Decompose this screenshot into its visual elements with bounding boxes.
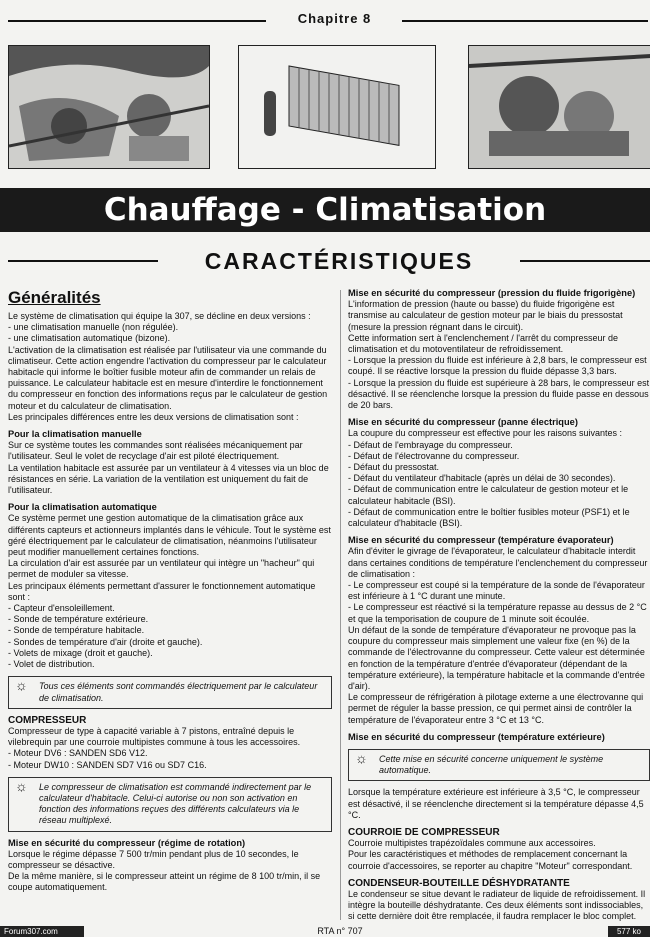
paragraph: Cette information sert à l'enclenchement / l'arrêt du compresseur de climatisation et du motoventilateur de refroidissement.: [348, 332, 619, 355]
pression-heading: Mise en sécurité du compresseur (pression du fluide frigorigène): [348, 288, 636, 298]
list-item: - Le compresseur est réactivé si la température repasse au dessus de 2 °C et que la temporisation de coupure de 1 minute soit écoulée.: [348, 602, 647, 624]
list-item: - Sondes de température d'air (droite et gauche).: [8, 636, 203, 647]
list-item: - Sonde de température habitacle.: [8, 625, 145, 636]
paragraph: Afin d'éviter le givrage de l'évaporateur, le calculateur d'habitacle interdit dans certaines conditions de température l'enclenchement du compresseur de climatisation :: [348, 546, 648, 579]
condenseur-heading: CONDENSEUR-BOUTEILLE DÉSHYDRATANTE: [348, 877, 570, 889]
column-divider: [340, 290, 341, 920]
sun-icon: ☼: [355, 749, 368, 766]
list-item: - Volets de mixage (droit et gauche).: [8, 647, 153, 658]
note-text: Tous ces éléments sont commandés électriquement par le calculateur de climatisation.: [39, 681, 318, 703]
courroie-heading: COURROIE DE COMPRESSEUR: [348, 826, 500, 838]
list-item: - Défaut du ventilateur d'habitacle (après un délai de 30 secondes).: [348, 473, 616, 484]
paragraph: - une climatisation automatique (bizone).: [8, 333, 171, 344]
note-box: [348, 749, 650, 781]
ext-heading: Mise en sécurité du compresseur (température extérieure): [348, 731, 605, 742]
list-item: - Défaut de communication entre le calculateur de gestion moteur et le calculateur habitacle (BSI).: [348, 484, 629, 506]
list-item: - Moteur DV6 : SANDEN SD6 V12.: [8, 748, 148, 759]
page-title: Chauffage - Climatisation: [103, 192, 547, 228]
note-box: [8, 777, 332, 832]
paragraph: Compresseur de type à capacité variable à 7 pistons, entraîné depuis le vilebrequin par une courroie multipistes commune à tous les accessoires.: [8, 725, 301, 748]
compresseur-heading: COMPRESSEUR: [8, 714, 87, 726]
paragraph: Le condenseur se situe devant le radiateur de liquide de refroidissement. Il intègre la bouteille déshydratante. Ces deux éléments sont indissociables, si cette dernière doit être remplacée, il faudra remplacer le bloc complet.: [348, 888, 646, 922]
footer-size: 577 ko: [608, 926, 650, 937]
list-item: - Le compresseur est coupé si la température de la sonde de l'évaporateur est inférieure à 1 °C durant une minute.: [348, 580, 645, 602]
paragraph: L'information de pression (haute ou basse) du fluide frigorigène est transmise au calculateur de gestion moteur par le biais du pressostat (mesure la pression régnant dans le circuit).: [348, 299, 623, 332]
paragraph: Les principales différences entre les deux versions de climatisation sont :: [8, 411, 299, 422]
generalites-heading: Généralités: [8, 288, 101, 307]
section-rule-right: [520, 260, 650, 262]
panne-heading: Mise en sécurité du compresseur (panne électrique): [348, 417, 578, 428]
paragraph: La coupure du compresseur est effective pour les raisons suivantes :: [348, 428, 622, 439]
footer-site: Forum307.com: [0, 926, 84, 937]
paragraph: La ventilation habitacle est assurée par un ventilateur à 4 vitesses via un bloc de résistances en série. La variation de la ventilation est uniquement du fait de l'utilisateur.: [8, 462, 329, 496]
paragraph: De la même manière, si le compresseur atteint un régime de 8 100 tr/min, il se coupe automatiquement.: [8, 871, 321, 893]
list-item: - Moteur DW10 : SANDEN SD7 V16 ou SD7 C16.: [8, 759, 207, 770]
paragraph: Sur ce système toutes les commandes sont réalisées mécaniquement par l'utilisateur. Seul le volet de recyclage d'air est piloté électriquement.: [8, 440, 303, 462]
right-column: [348, 288, 650, 923]
note-box: [8, 676, 332, 708]
list-item: - Défaut de l'embrayage du compresseur.: [348, 439, 513, 450]
auto-heading: Pour la climatisation automatique: [8, 502, 157, 513]
list-item: - Sonde de température extérieure.: [8, 614, 149, 625]
list-item: - Lorsque la pression du fluide est supérieure à 28 bars, le compresseur est désactivé. Il se réenclenche lorsque la pression du fluide passe en dessous de 20 bars.: [348, 377, 650, 411]
sun-icon: ☼: [15, 677, 28, 694]
sun-icon: ☼: [15, 777, 28, 794]
note-text: Cette mise en sécurité concerne uniquement le système automatique.: [379, 753, 604, 776]
dashboard-photo-left: [8, 45, 210, 169]
list-item: - Défaut de l'électrovanne du compresseur.: [348, 450, 520, 461]
paragraph: Ce système permet une gestion automatique de la climatisation grâce aux différents capteurs et actionneurs implantés dans le véhicule. Tout le système est géré électriquement par le calculateur de climatisation, néanmoins l'utilisateur peut modifier manuellement certaines fonctions.: [8, 513, 331, 558]
paragraph: La circulation d'air est assurée par un ventilateur qui intègre un "hacheur" qui permet de moduler sa vitesse.: [8, 558, 315, 580]
engine-bay-photo: [468, 45, 650, 169]
paragraph: L'activation de la climatisation est réalisée par l'utilisateur via une commande du climatiseur. Cette action engendre l'activation du compresseur par le calculateur habitacle qui informe le boîtier fusible moteur afin de commander un relais de puissance. Le calculateur habitacle est en mesure d'interdire le fonctionnement du compresseur en fonction des informations reçus par le calculateur de gestion moteur et du calculateur de climatisation.: [8, 344, 328, 411]
manual-heading: Pour la climatisation manuelle: [8, 429, 142, 440]
paragraph: Un défaut de la sonde de température d'évaporateur ne provoque pas la coupure du compresseur mais simplement une valeur fixe (en %) de la commande de l'électrovanne du compresseur. Cette valeur est déterminée en fonction de la température d'entrée d'évaporateur (dépendant de la température extérieure), la température habitacle et la commande d'entrée d'air).: [348, 624, 645, 691]
header-rule-right: [402, 20, 648, 22]
left-column: [8, 288, 332, 894]
list-item: - Défaut du pressostat.: [348, 462, 440, 473]
paragraph: Lorsque la température extérieure est inférieure à 3,5 °C, le compresseur est désactivé, il se réenclenche directement si la température dépasse 4,5 °C.: [348, 787, 644, 820]
section-title: CARACTÉRISTIQUES: [204, 248, 474, 274]
list-item: - Capteur d'ensoleillement.: [8, 603, 115, 614]
paragraph: - une climatisation manuelle (non régulée).: [8, 322, 179, 333]
chapter-label: Chapitre 8: [297, 11, 372, 26]
note-text: Le compresseur de climatisation est commandé indirectement par le calculateur d'habitacle. Celui-ci autorise ou non son activation en fonction des informations reçues des différents calculateurs via le réseau multiplexé.: [39, 781, 312, 826]
footer-page: RTA n° 707: [317, 926, 363, 936]
list-item: - Défaut de communication entre le boîtier fusibles moteur (PSF1) et le calculateur d'habitacle (BSI).: [348, 506, 630, 529]
paragraph: Le compresseur de réfrigération à pilotage externe a une électrovanne qui permet de réguler la basse pression, ce qui permet ainsi de contrôler la température de l'évaporateur entre 3 °C et 13 °C.: [348, 692, 644, 725]
condenser-photo: [238, 45, 436, 169]
paragraph: Les principaux éléments permettant d'assurer le fonctionnement automatique sont :: [8, 580, 316, 602]
paragraph: Le système de climatisation qui équipe la 307, se décline en deux versions :: [8, 311, 311, 321]
list-item: - Volet de distribution.: [8, 659, 95, 670]
evap-heading: Mise en sécurité du compresseur (température évaporateur): [348, 535, 614, 546]
paragraph: Courroie multipistes trapézoïdales commune aux accessoires.: [348, 838, 596, 849]
paragraph: Pour les caractéristiques et méthodes de remplacement concernant la courroie d'accessoires, se reporter au chapitre "Moteur" correspondant.: [348, 849, 633, 871]
section-rule-left: [8, 260, 158, 262]
paragraph: Lorsque le régime dépasse 7 500 tr/min pendant plus de 10 secondes, le compresseur se désactive.: [8, 848, 299, 870]
header-rule-left: [8, 20, 266, 22]
list-item: - Lorsque la pression du fluide est inférieure à 2,8 bars, le compresseur est coupé. Il se réactive lorsque la pression du fluide dépasse 3,3 bars.: [348, 355, 647, 377]
rotation-heading: Mise en sécurité du compresseur (régime de rotation): [8, 837, 246, 848]
